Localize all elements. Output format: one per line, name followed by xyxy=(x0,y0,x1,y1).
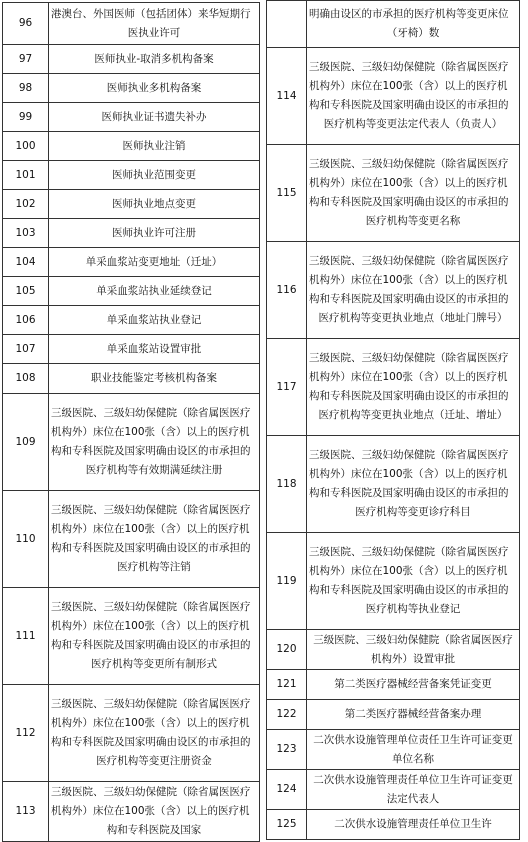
table-row xyxy=(3,219,260,248)
row-number: 98 xyxy=(3,74,49,103)
left-table-body xyxy=(3,3,260,842)
item-name: 三级医院、三级妇幼保健院（除省属医医疗机构外）床位在100张（含）以上的医疗机构和专科医院及国家明确由设区的市承担的医疗机构等有效期满延续注册 xyxy=(49,394,260,491)
item-name: 二次供水设施管理责任单位卫生许 xyxy=(307,810,520,840)
table-row xyxy=(3,132,260,161)
item-name: 单采血浆站设置审批 xyxy=(49,335,260,364)
row-number: 123 xyxy=(267,730,307,770)
table-row xyxy=(267,810,520,840)
item-name: 医师执业证书遗失补办 xyxy=(49,103,260,132)
table-row xyxy=(3,248,260,277)
item-name: 医师执业地点变更 xyxy=(49,190,260,219)
table-row xyxy=(267,770,520,810)
left-table xyxy=(2,2,260,842)
table-row xyxy=(267,242,520,339)
item-name: 港澳台、外国医师（包括团体）来华短期行医执业许可 xyxy=(49,3,260,45)
table-row xyxy=(3,491,260,588)
table-row xyxy=(3,277,260,306)
row-number: 96 xyxy=(3,3,49,45)
item-name: 三级医院、三级妇幼保健院（除省属医医疗机构外）床位在100张（含）以上的医疗机构和专科医院及国家 xyxy=(49,782,260,842)
table-row xyxy=(3,685,260,782)
row-number: 106 xyxy=(3,306,49,335)
row-number: 108 xyxy=(3,364,49,394)
table-row xyxy=(3,364,260,394)
table-row xyxy=(267,48,520,145)
item-name: 三级医院、三级妇幼保健院（除省属医医疗机构外）床位在100张（含）以上的医疗机构和专科医院及国家明确由设区的市承担的医疗机构等变更执业地点（地址门牌号） xyxy=(307,242,520,339)
table-row xyxy=(3,74,260,103)
table-row xyxy=(267,339,520,436)
row-number: 100 xyxy=(3,132,49,161)
row-number: 122 xyxy=(267,700,307,730)
table-row xyxy=(3,306,260,335)
table-row xyxy=(267,700,520,730)
table-row xyxy=(267,630,520,670)
table-row xyxy=(3,394,260,491)
table-row xyxy=(267,145,520,242)
row-number: 105 xyxy=(3,277,49,306)
row-number: 121 xyxy=(267,670,307,700)
row-number: 112 xyxy=(3,685,49,782)
item-name: 三级医院、三级妇幼保健院（除省属医医疗机构外）床位在100张（含）以上的医疗机构和专科医院及国家明确由设区的市承担的医疗机构等变更诊疗科目 xyxy=(307,436,520,533)
table-row xyxy=(3,103,260,132)
item-name: 三级医院、三级妇幼保健院（除省属医医疗机构外）床位在100张（含）以上的医疗机构和专科医院及国家明确由设区的市承担的医疗机构等注销 xyxy=(49,491,260,588)
row-number: 120 xyxy=(267,630,307,670)
table-row xyxy=(3,588,260,685)
table-row xyxy=(267,436,520,533)
table-row xyxy=(267,1,520,48)
item-name: 三级医院、三级妇幼保健院（除省属医医疗机构外）床位在100张（含）以上的医疗机构和专科医院及国家明确由设区的市承担的医疗机构等变更注册资金 xyxy=(49,685,260,782)
table-row xyxy=(3,45,260,74)
row-number: 119 xyxy=(267,533,307,630)
item-name: 医师执业注销 xyxy=(49,132,260,161)
item-name: 第二类医疗器械经营备案凭证变更 xyxy=(307,670,520,700)
item-name: 医师执业多机构备案 xyxy=(49,74,260,103)
item-name: 医师执业许可注册 xyxy=(49,219,260,248)
row-number: 111 xyxy=(3,588,49,685)
item-name: 医师执业范围变更 xyxy=(49,161,260,190)
table-row xyxy=(3,335,260,364)
row-number: 107 xyxy=(3,335,49,364)
item-name: 医师执业-取消多机构备案 xyxy=(49,45,260,74)
row-number: 102 xyxy=(3,190,49,219)
item-name: 单采血浆站变更地址（迁址） xyxy=(49,248,260,277)
item-name: 职业技能鉴定考核机构备案 xyxy=(49,364,260,394)
table-row xyxy=(3,190,260,219)
right-table xyxy=(266,0,520,840)
row-number: 114 xyxy=(267,48,307,145)
item-name: 三级医院、三级妇幼保健院（除省属医医疗机构外）床位在100张（含）以上的医疗机构和专科医院及国家明确由设区的市承担的医疗机构等变更法定代表人（负责人） xyxy=(307,48,520,145)
row-number: 97 xyxy=(3,45,49,74)
row-number: 124 xyxy=(267,770,307,810)
item-name: 明确由设区的市承担的医疗机构等变更床位（牙椅）数 xyxy=(307,1,520,48)
row-number: 116 xyxy=(267,242,307,339)
item-name: 二次供水设施管理单位责任卫生许可证变更单位名称 xyxy=(307,730,520,770)
row-number: 125 xyxy=(267,810,307,840)
row-number: 110 xyxy=(3,491,49,588)
table-row xyxy=(3,782,260,842)
row-number: 104 xyxy=(3,248,49,277)
table-row xyxy=(3,161,260,190)
row-number: 117 xyxy=(267,339,307,436)
item-name: 三级医院、三级妇幼保健院（除省属医医疗机构外）床位在100张（含）以上的医疗机构和专科医院及国家明确由设区的市承担的医疗机构等执业登记 xyxy=(307,533,520,630)
row-number: 113 xyxy=(3,782,49,842)
right-table-body xyxy=(267,1,520,840)
row-number: 101 xyxy=(3,161,49,190)
table-row xyxy=(267,533,520,630)
item-name: 二次供水设施管理责任单位卫生许可证变更法定代表人 xyxy=(307,770,520,810)
table-row xyxy=(267,730,520,770)
table-row xyxy=(267,670,520,700)
row-number: 99 xyxy=(3,103,49,132)
row-number: 109 xyxy=(3,394,49,491)
item-name: 三级医院、三级妇幼保健院（除省属医医疗机构外）设置审批 xyxy=(307,630,520,670)
item-name: 三级医院、三级妇幼保健院（除省属医医疗机构外）床位在100张（含）以上的医疗机构和专科医院及国家明确由设区的市承担的医疗机构等变更所有制形式 xyxy=(49,588,260,685)
row-number xyxy=(267,1,307,48)
item-name: 单采血浆站执业延续登记 xyxy=(49,277,260,306)
table-row xyxy=(3,3,260,45)
row-number: 103 xyxy=(3,219,49,248)
row-number: 118 xyxy=(267,436,307,533)
item-name: 三级医院、三级妇幼保健院（除省属医医疗机构外）床位在100张（含）以上的医疗机构和专科医院及国家明确由设区的市承担的医疗机构等变更执业地点（迁址、增址） xyxy=(307,339,520,436)
item-name: 第二类医疗器械经营备案办理 xyxy=(307,700,520,730)
item-name: 三级医院、三级妇幼保健院（除省属医医疗机构外）床位在100张（含）以上的医疗机构和专科医院及国家明确由设区的市承担的医疗机构等变更名称 xyxy=(307,145,520,242)
item-name: 单采血浆站执业登记 xyxy=(49,306,260,335)
row-number: 115 xyxy=(267,145,307,242)
